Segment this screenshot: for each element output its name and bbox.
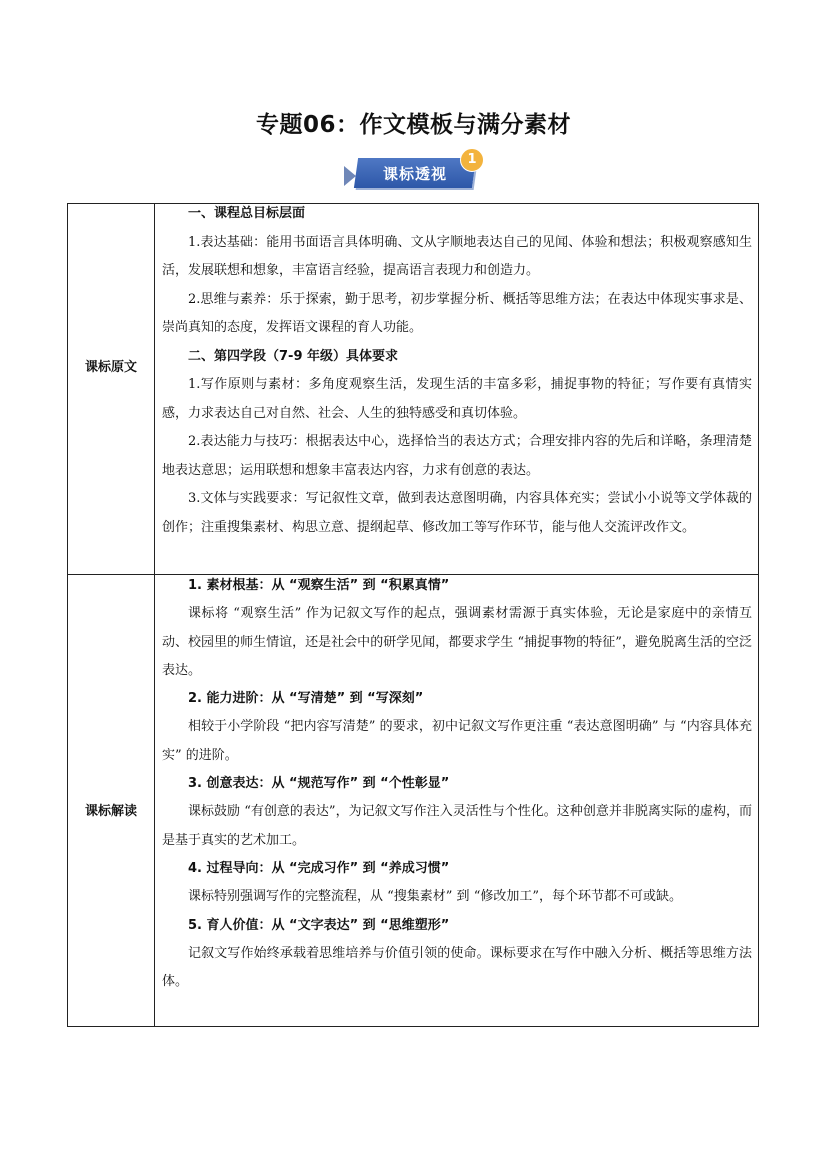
section-heading: 5. 育人价值：从 “文字表达” 到 “思维塑形” [188,917,450,933]
badge-number: 1 [460,148,484,172]
body-paragraph: 相较于小学阶段 “把内容写清楚” 的要求，初中记叙文写作更注重 “表达意图明确” 与 “内容具体充实” 的进阶。 [162,719,752,763]
body-paragraph: 课标特别强调写作的完整流程，从 “搜集素材” 到 “修改加工”，每个环节都不可或缺。 [188,889,682,905]
badge-label: 课标透视 [382,165,447,183]
section-heading: 二、第四学段（7-9 年级）具体要求 [188,348,399,364]
body-paragraph: 1.写作原则与素材：多角度观察生活，发现生活的丰富多彩，捕捉事物的特征；写作要有真情实感，力求表达自己对自然、社会、人生的独特感受和真切体验。 [162,377,752,421]
row-label-original: 课标原文 [84,360,137,375]
body-paragraph: 2.思维与素养：乐于探索，勤于思考，初步掌握分析、概括等思维方法；在表达中体现实事求是、崇尚真知的态度，发挥语文课程的育人功能。 [162,291,752,335]
row-content-original [162,200,752,542]
section-heading: 4. 过程导向：从 “完成习作” 到 “养成习惯” [188,860,450,876]
body-paragraph: 课标将 “观察生活” 作为记叙文写作的起点，强调素材需源于真实体验，无论是家庭中的亲情互动、校园里的师生情谊，还是社会中的研学见闻，都要求学生 “捕捉事物的特征”，避免脱离生活的空泛表达。 [162,606,752,678]
row-label-interpretation: 课标解读 [84,804,137,819]
page-title: 专题06：作文模板与满分素材 [255,112,571,138]
body-paragraph: 1.表达基础：能用书面语言具体明确、文从字顺地表达自己的见闻、体验和想法；积极观察感知生活，发展联想和想象，丰富语言经验，提高语言表现力和创造力。 [162,234,752,278]
standards-table [67,203,759,1027]
section-heading: 2. 能力进阶：从 “写清楚” 到 “写深刻” [188,691,424,707]
section-badge [344,148,486,190]
section-heading: 3. 创意表达：从 “规范写作” 到 “个性彰显” [188,776,450,792]
body-paragraph: 记叙文写作始终承载着思维培养与价值引领的使命。课标要求在写作中融入分析、概括等思维方法体。 [162,945,752,990]
section-heading: 1. 素材根基：从 “观察生活” 到 “积累真情” [188,578,450,593]
row-content-interpretation [162,572,752,996]
section-heading: 一、课程总目标层面 [188,206,306,221]
body-paragraph: 课标鼓励 “有创意的表达”，为记叙文写作注入灵活性与个性化。这种创意并非脱离实际的虚构，而是基于真实的艺术加工。 [162,804,752,848]
body-paragraph: 2.表达能力与技巧：根据表达中心，选择恰当的表达方式；合理安排内容的先后和详略，条理清楚地表达意思；运用联想和想象丰富表达内容，力求有创意的表达。 [162,434,752,478]
body-paragraph: 3.文体与实践要求：写记叙性文章，做到表达意图明确，内容具体充实；尝试小小说等文学体裁的创作；注重搜集素材、构思立意、提纲起草、修改加工等写作环节，能与他人交流评改作文。 [162,491,752,535]
table-column-divider [154,204,155,1026]
